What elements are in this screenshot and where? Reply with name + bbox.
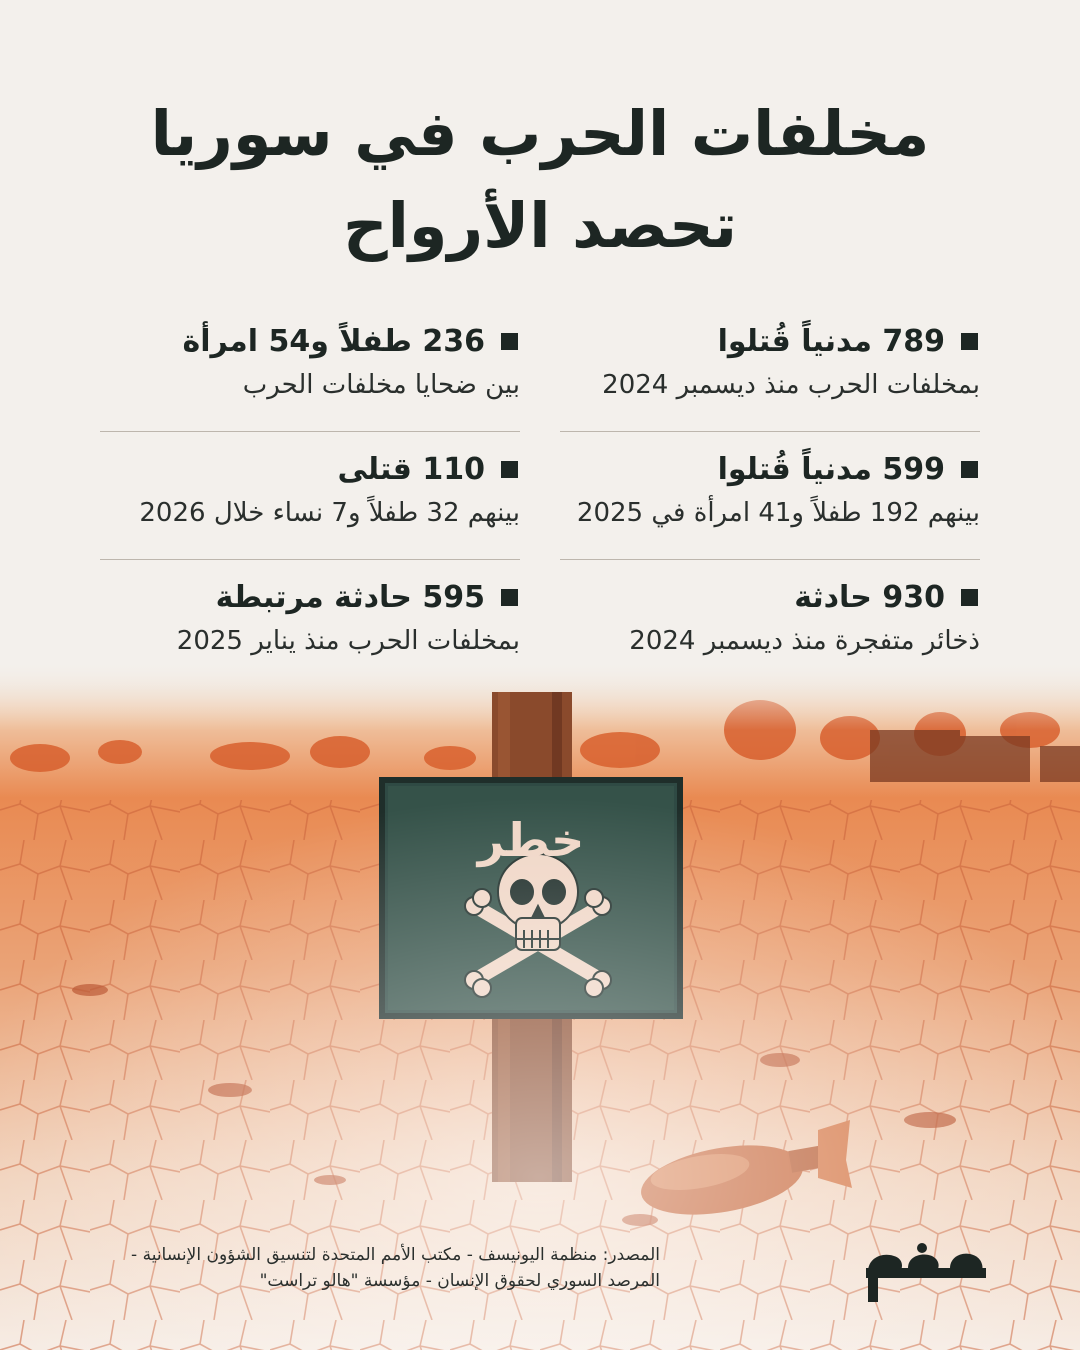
- stat-title: 236 طفلاً و54 امرأة: [182, 323, 485, 359]
- stat-title: 930 حادثة: [794, 579, 945, 615]
- page-title: [0, 88, 1080, 272]
- bullet-square-icon: [501, 333, 518, 350]
- stats-column-right: [560, 318, 980, 702]
- stat-subtitle: بمخلفات الحرب منذ ديسمبر 2024: [602, 370, 980, 400]
- stat-item: [560, 318, 980, 446]
- bullet-square-icon: [961, 589, 978, 606]
- bullet-square-icon: [501, 461, 518, 478]
- title-line-2: تحصد الأرواح: [342, 189, 738, 262]
- stat-item: [100, 318, 520, 446]
- stat-item: [560, 446, 980, 574]
- title-line-1: مخلفات الحرب في سوريا: [150, 97, 930, 170]
- bullet-square-icon: [961, 333, 978, 350]
- stat-item: [100, 446, 520, 574]
- stat-subtitle: بينهم 192 طفلاً و41 امرأة في 2025: [576, 498, 980, 528]
- bullet-square-icon: [961, 461, 978, 478]
- stat-title: 789 مدنياً قُتلوا: [717, 323, 945, 359]
- stat-title: 595 حادثة مرتبطة: [215, 579, 485, 615]
- source-line-1: المصدر: منظمة اليونيسف - مكتب الأمم المتحدة لتنسيق الشؤون الإنسانية -: [131, 1245, 660, 1265]
- bullet-square-icon: [501, 589, 518, 606]
- brand-logo: [862, 1238, 986, 1304]
- stat-subtitle: ذخائر متفجرة منذ ديسمبر 2024: [629, 626, 980, 656]
- stat-subtitle: بين ضحايا مخلفات الحرب: [242, 370, 520, 400]
- source-note: [100, 1242, 660, 1294]
- stat-title: 110 قتلى: [337, 451, 485, 487]
- stat-subtitle: بمخلفات الحرب منذ يناير 2025: [176, 626, 520, 656]
- stat-title: 599 مدنياً قُتلوا: [717, 451, 945, 487]
- stat-subtitle: بينهم 32 طفلاً و7 نساء خلال 2026: [139, 498, 520, 528]
- stats-column-left: [100, 318, 520, 702]
- source-line-2: المرصد السوري لحقوق الإنسان - مؤسسة "هالو تراست": [259, 1271, 660, 1291]
